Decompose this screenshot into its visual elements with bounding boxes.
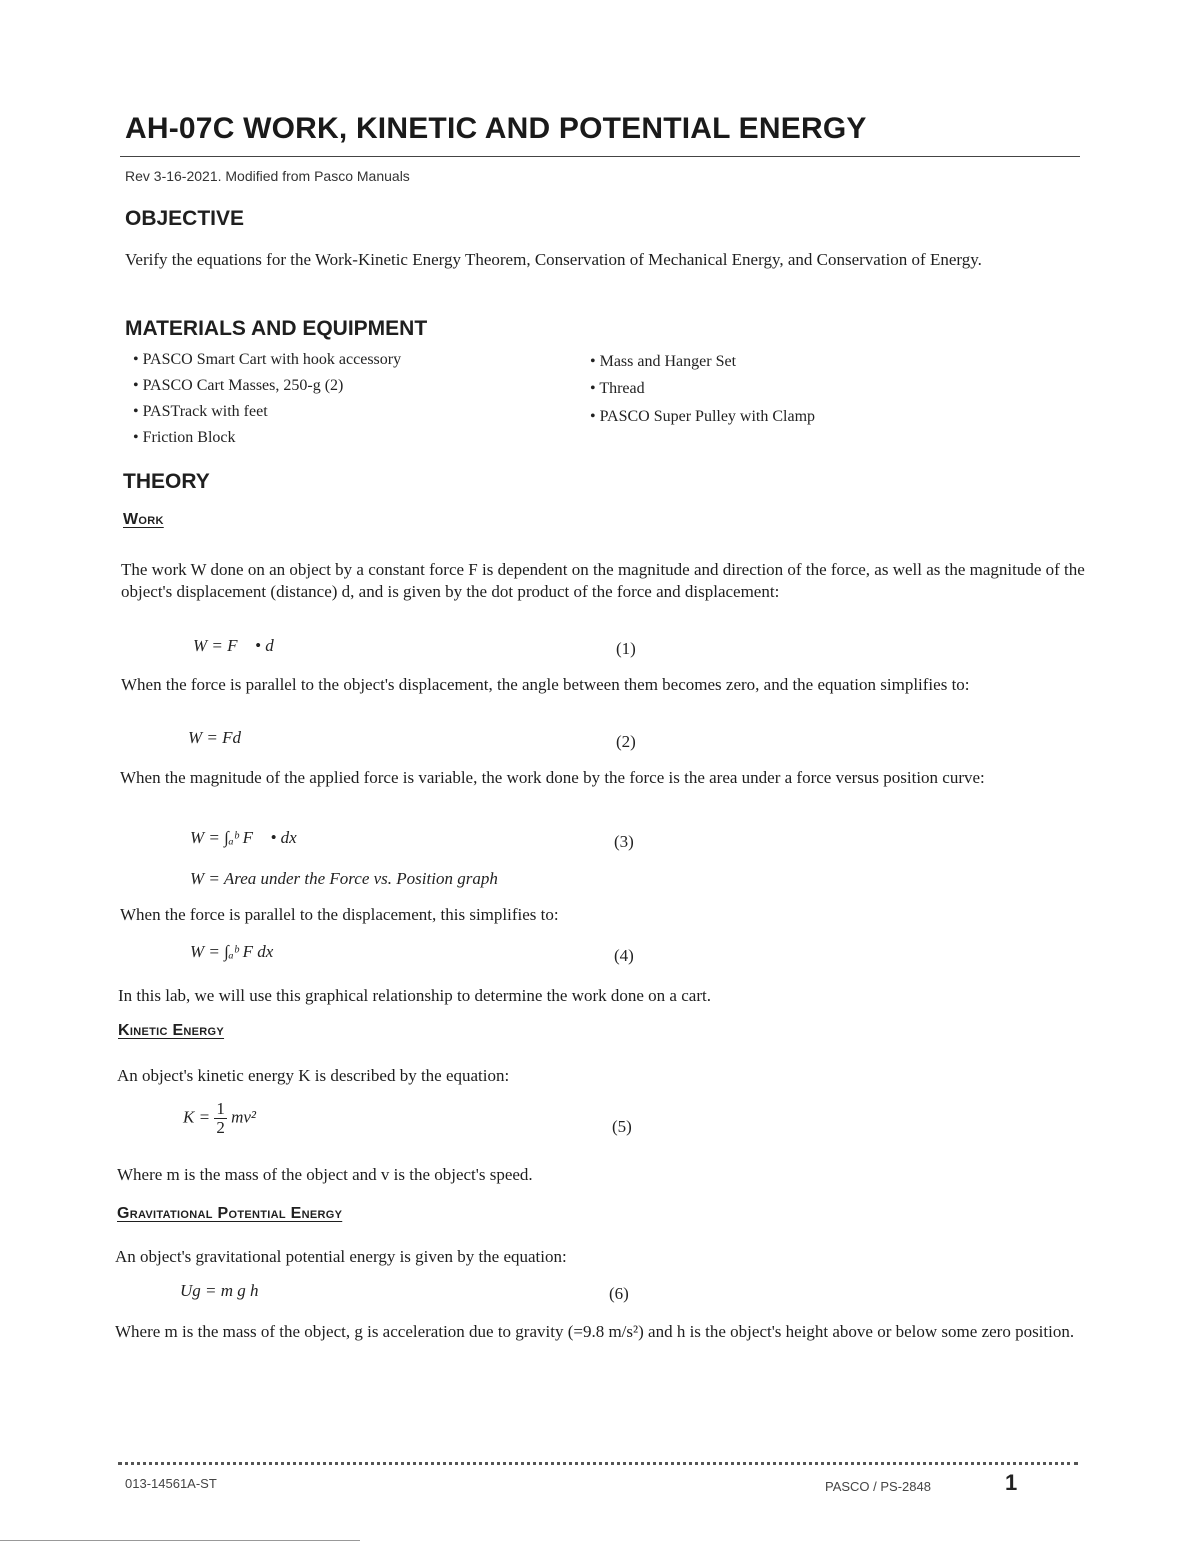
material-item: • PASCO Super Pulley with Clamp <box>590 408 816 425</box>
material-item: • Thread <box>590 380 645 397</box>
fraction-denominator: 2 <box>216 1118 225 1137</box>
materials-heading: MATERIALS AND EQUIPMENT <box>125 317 428 340</box>
theory-heading: THEORY <box>123 470 210 493</box>
objective-heading: OBJECTIVE <box>125 207 245 230</box>
work-paragraph-5: In this lab, we will use this graphical relationship to determine the work done on a cart. <box>118 986 711 1005</box>
equation-3: W = ∫ₐᵇ F⃗ • dx⃗ <box>190 828 310 847</box>
kinetic-paragraph-1: An object's kinetic energy K is described by the equation: <box>117 1066 510 1085</box>
page-number: 1 <box>1005 1470 1018 1495</box>
equation-2-number: (2) <box>616 732 636 751</box>
scan-edge-line <box>0 1540 360 1541</box>
equation-4: W = ∫ₐᵇ F dx <box>190 942 274 961</box>
gravitational-paragraph-2: Where m is the mass of the object, g is acceleration due to gravity (=9.8 m/s²) and h is the object's height above or below some zero position. <box>115 1322 1075 1341</box>
kinetic-energy-heading: Kinetic Energy <box>118 1022 225 1039</box>
equation-6-number: (6) <box>609 1284 629 1303</box>
equation-3-number: (3) <box>614 832 634 851</box>
page-title: AH-07C WORK, KINETIC AND POTENTIAL ENERGY <box>125 112 867 145</box>
kinetic-paragraph-2: Where m is the mass of the object and v is the object's speed. <box>117 1165 533 1184</box>
equation-5-fraction <box>214 1100 227 1137</box>
work-paragraph-2: When the force is parallel to the object's displacement, the angle between them becomes zero, and the equation simplifies to: <box>121 675 970 694</box>
product-id: PASCO / PS-2848 <box>825 1479 931 1494</box>
revision-note: Rev 3-16-2021. Modified from Pasco Manuals <box>125 168 410 184</box>
work-heading: Work <box>123 511 164 528</box>
equation-2: W = Fd <box>188 728 242 747</box>
equation-6: Ug = m g h <box>180 1281 259 1300</box>
equation-3-description: W = Area under the Force vs. Position graph <box>190 869 498 888</box>
material-item: • PASCO Smart Cart with hook accessory <box>133 351 402 368</box>
gravitational-energy-heading: Gravitational Potential Energy <box>117 1205 343 1222</box>
equation-5 <box>183 1100 256 1137</box>
equation-4-number: (4) <box>614 946 634 965</box>
document-id: 013-14561A-ST <box>125 1476 217 1491</box>
fraction-numerator: 1 <box>216 1099 225 1118</box>
equation-5-number: (5) <box>612 1117 632 1136</box>
work-paragraph-1: The work W done on an object by a constant force F is dependent on the magnitude and direction of the force, as well as the magnitude of the object's displacement (distance) d, and is given by the dot product of the force and displacement: <box>121 560 1085 601</box>
equation-5-rhs: mv² <box>231 1107 256 1127</box>
title-divider <box>120 156 1080 157</box>
material-item: • PASCO Cart Masses, 250-g (2) <box>133 377 344 394</box>
footer-divider <box>118 1462 1078 1465</box>
objective-text: Verify the equations for the Work-Kinetic Energy Theorem, Conservation of Mechanical Energy, and Conservation of Energy. <box>125 250 982 269</box>
material-item: • Friction Block <box>133 429 236 446</box>
gravitational-paragraph-1: An object's gravitational potential energy is given by the equation: <box>115 1247 567 1266</box>
equation-5-lhs: K = <box>183 1107 211 1127</box>
work-paragraph-3: When the magnitude of the applied force is variable, the work done by the force is the area under a force versus position curve: <box>120 768 985 787</box>
work-paragraph-4: When the force is parallel to the displacement, this simplifies to: <box>120 905 559 924</box>
material-item: • PASTrack with feet <box>133 403 268 420</box>
material-item: • Mass and Hanger Set <box>590 353 737 370</box>
equation-1: W = F⃗ • d⃗ <box>193 636 287 655</box>
equation-1-number: (1) <box>616 639 636 658</box>
